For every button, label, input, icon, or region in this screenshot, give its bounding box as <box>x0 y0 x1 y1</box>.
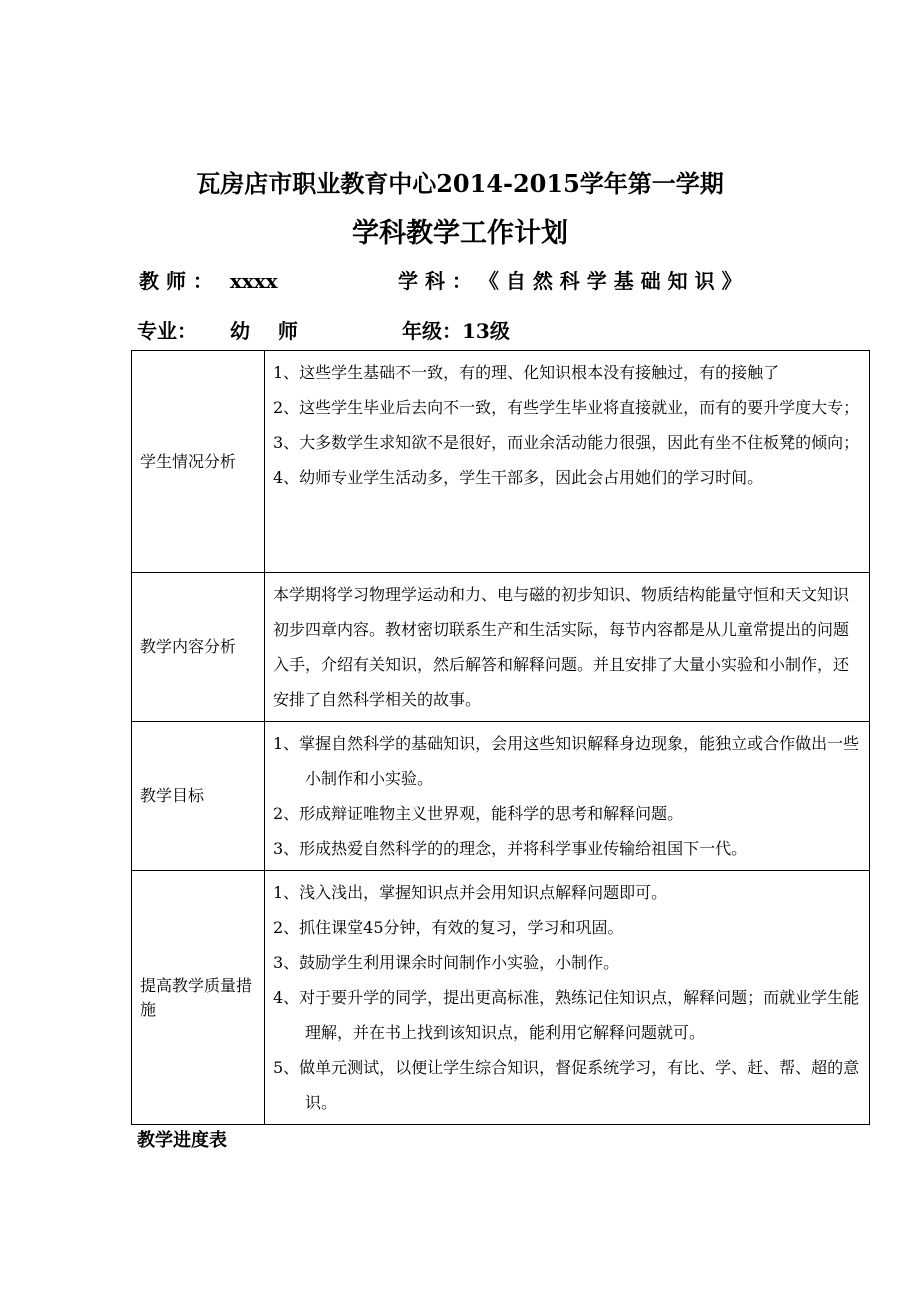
list-item: 3、鼓励学生利用课余时间制作小实验，小制作。 <box>273 953 620 972</box>
row-content <box>265 871 870 1125</box>
major-label: 专业： <box>137 319 197 343</box>
subject-label: 学 科 ： <box>398 269 472 293</box>
table-row-student-analysis <box>132 351 870 573</box>
row-label: 学生情况分析 <box>132 351 265 573</box>
list-item: 1、这些学生基础不一致，有的理、化知识根本没有接触过，有的接触了 <box>273 363 780 382</box>
table-row-content-analysis <box>132 573 870 722</box>
paragraph: 本学期将学习物理学运动和力、电与磁的初步知识、物质结构能量守恒和天文知识初步四章内容。教材密切联系生产和生活实际，每节内容都是从儿童常提出的问题入手，介绍有关知识，然后解答和解释问题。并且安排了大量小实验和小制作，还安排了自然科学相关的故事。 <box>273 585 850 709</box>
list-item: 1、浅入浅出，掌握知识点并会用知识点解释问题即可。 <box>273 883 668 902</box>
teacher-label: 教 师 ： <box>139 269 213 293</box>
table-row-quality-measures <box>132 871 870 1125</box>
document-subtitle: 学科教学工作计划 <box>352 218 568 249</box>
list-item: 3、形成热爱自然科学的的理念，并将科学事业传输给祖国下一代。 <box>273 839 748 858</box>
table-row-teaching-goals <box>132 722 870 871</box>
major-value: 幼 师 <box>229 319 298 343</box>
row-content <box>265 351 870 573</box>
list-item: 2、抓住课堂45分钟，有效的复习，学习和巩固。 <box>273 918 624 937</box>
progress-heading: 教学进度表 <box>137 1130 227 1151</box>
major-info <box>137 316 298 346</box>
list-item: 2、形成辩证唯物主义世界观，能科学的思考和解释问题。 <box>273 804 684 823</box>
grade-info <box>402 316 510 346</box>
row-label: 提高教学质量措施 <box>132 871 265 1125</box>
subject-value: 《 自 然 科 学 基 础 知 识 》 <box>478 269 742 293</box>
teacher-info <box>139 266 278 296</box>
list-item: 3、大多数学生求知欲不是很好，而业余活动能力很强，因此有坐不住板凳的倾向； <box>273 433 860 452</box>
row-content <box>265 573 870 722</box>
list-item: 4、幼师专业学生活动多，学生干部多，因此会占用她们的学习时间。 <box>273 468 764 487</box>
subject-info <box>398 266 742 296</box>
document-title: 瓦房店市职业教育中心2014-2015学年第一学期 <box>196 169 724 198</box>
list-item: 4、对于要升学的同学，提出更高标准，熟练记住知识点，解释问题；而就业学生能理解，并在书上找到该知识点，能利用它解释问题就可。 <box>273 988 860 1042</box>
grade-label: 年级： <box>402 319 462 343</box>
list-item: 1、掌握自然科学的基础知识，会用这些知识解释身边现象，能独立或合作做出一些小制作和小实验。 <box>273 734 860 788</box>
teacher-value: xxxx <box>229 269 278 293</box>
grade-value: 13级 <box>462 319 510 343</box>
plan-table <box>131 350 870 1125</box>
row-content <box>265 722 870 871</box>
list-item: 2、这些学生毕业后去向不一致，有些学生毕业将直接就业，而有的要升学度大专； <box>273 398 860 417</box>
row-label: 教学内容分析 <box>132 573 265 722</box>
row-label: 教学目标 <box>132 722 265 871</box>
list-item: 5、做单元测试，以便让学生综合知识，督促系统学习，有比、学、赶、帮、超的意识。 <box>273 1058 860 1112</box>
